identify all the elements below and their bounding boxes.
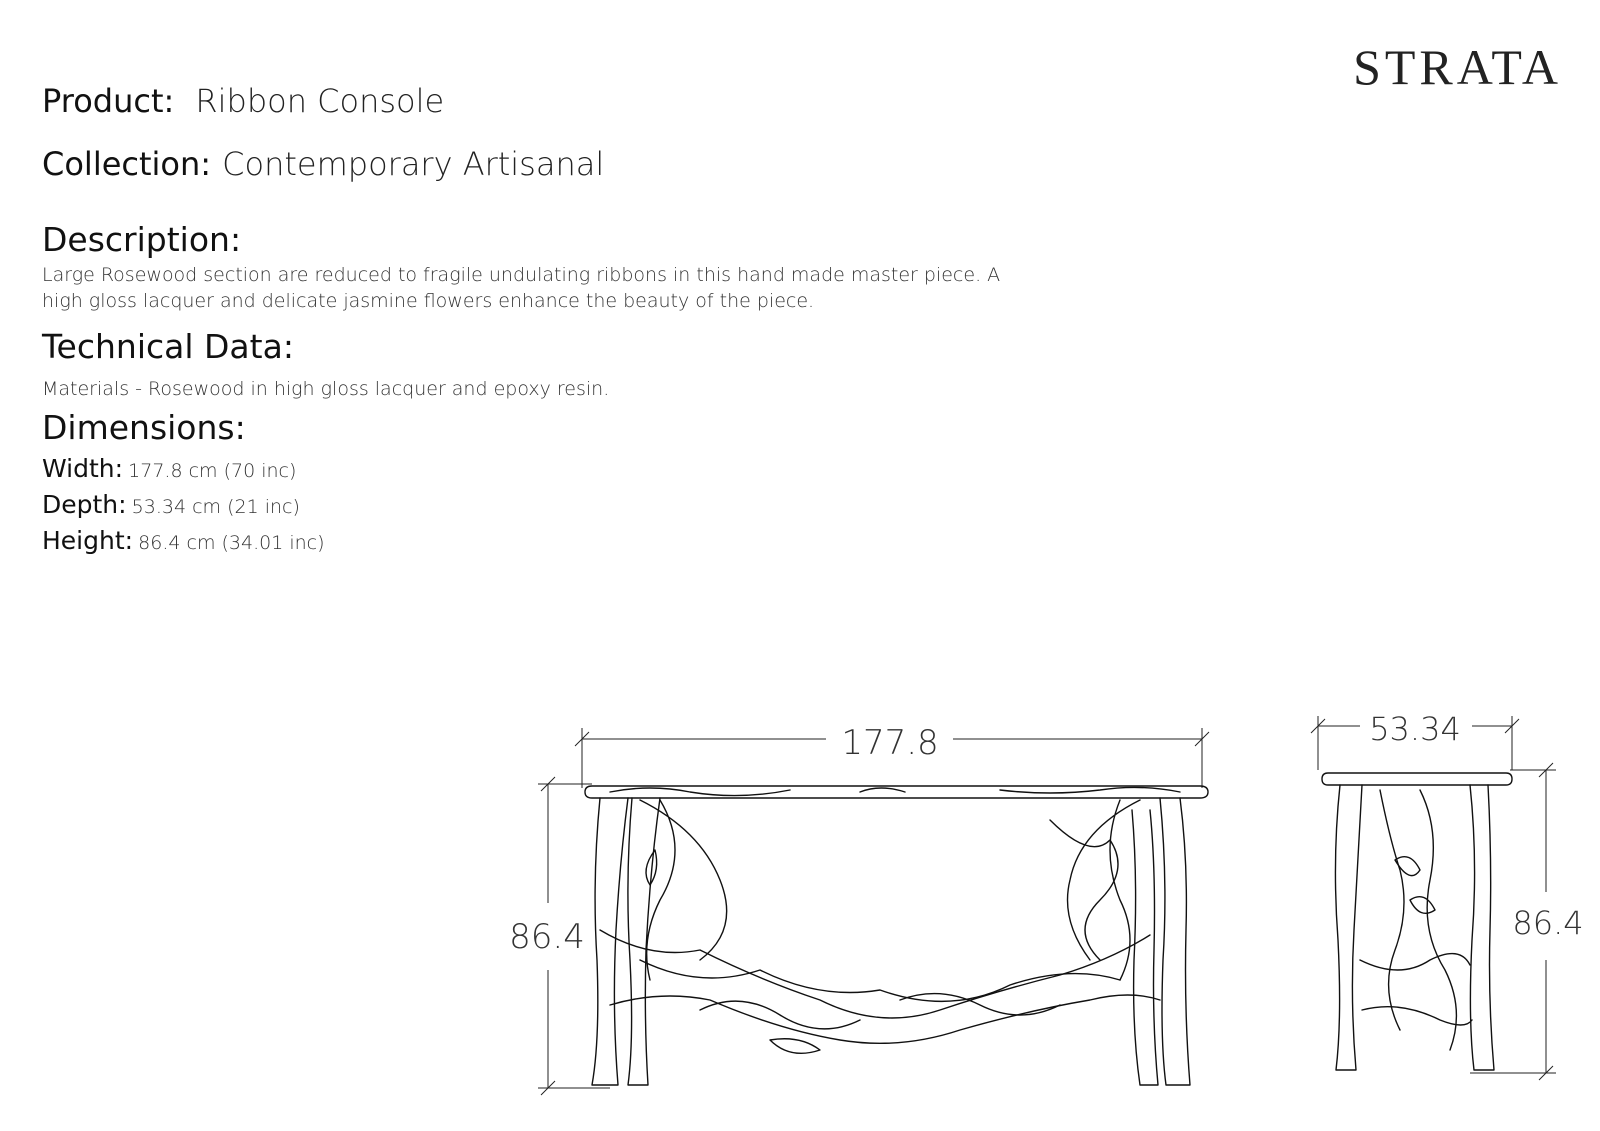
side-height-dimension: 86.4	[1512, 904, 1584, 942]
front-view-drawing	[509, 723, 1209, 1095]
side-depth-dimension: 53.34	[1369, 710, 1461, 748]
width-label: Width:	[42, 454, 124, 483]
dimensions-heading: Dimensions:	[42, 408, 246, 447]
collection-label: Collection:	[42, 145, 212, 183]
description-heading: Description:	[42, 220, 242, 259]
technical-heading: Technical Data:	[42, 327, 294, 366]
width-value: 177.8 cm (70 inc)	[128, 460, 297, 482]
product-label: Product:	[42, 82, 175, 120]
collection-name: Contemporary Artisanal	[222, 145, 605, 183]
materials-text: Materials - Rosewood in high gloss lacquer and epoxy resin.	[42, 378, 610, 400]
depth-label: Depth:	[42, 490, 127, 519]
depth-value: 53.34 cm (21 inc)	[131, 496, 300, 518]
front-width-dimension: 177.8	[841, 723, 939, 763]
height-value: 86.4 cm (34.01 inc)	[138, 532, 325, 554]
side-view-drawing	[1311, 710, 1584, 1080]
front-height-dimension: 86.4	[509, 917, 585, 957]
description-line-2: high gloss lacquer and delicate jasmine flowers enhance the beauty of the piece.	[42, 290, 815, 312]
description-line-1: Large Rosewood section are reduced to fragile undulating ribbons in this hand made master piece. A	[42, 264, 1001, 286]
product-name: Ribbon Console	[195, 82, 445, 120]
brand-logo: STRATA	[1353, 39, 1562, 95]
height-label: Height:	[42, 526, 134, 555]
